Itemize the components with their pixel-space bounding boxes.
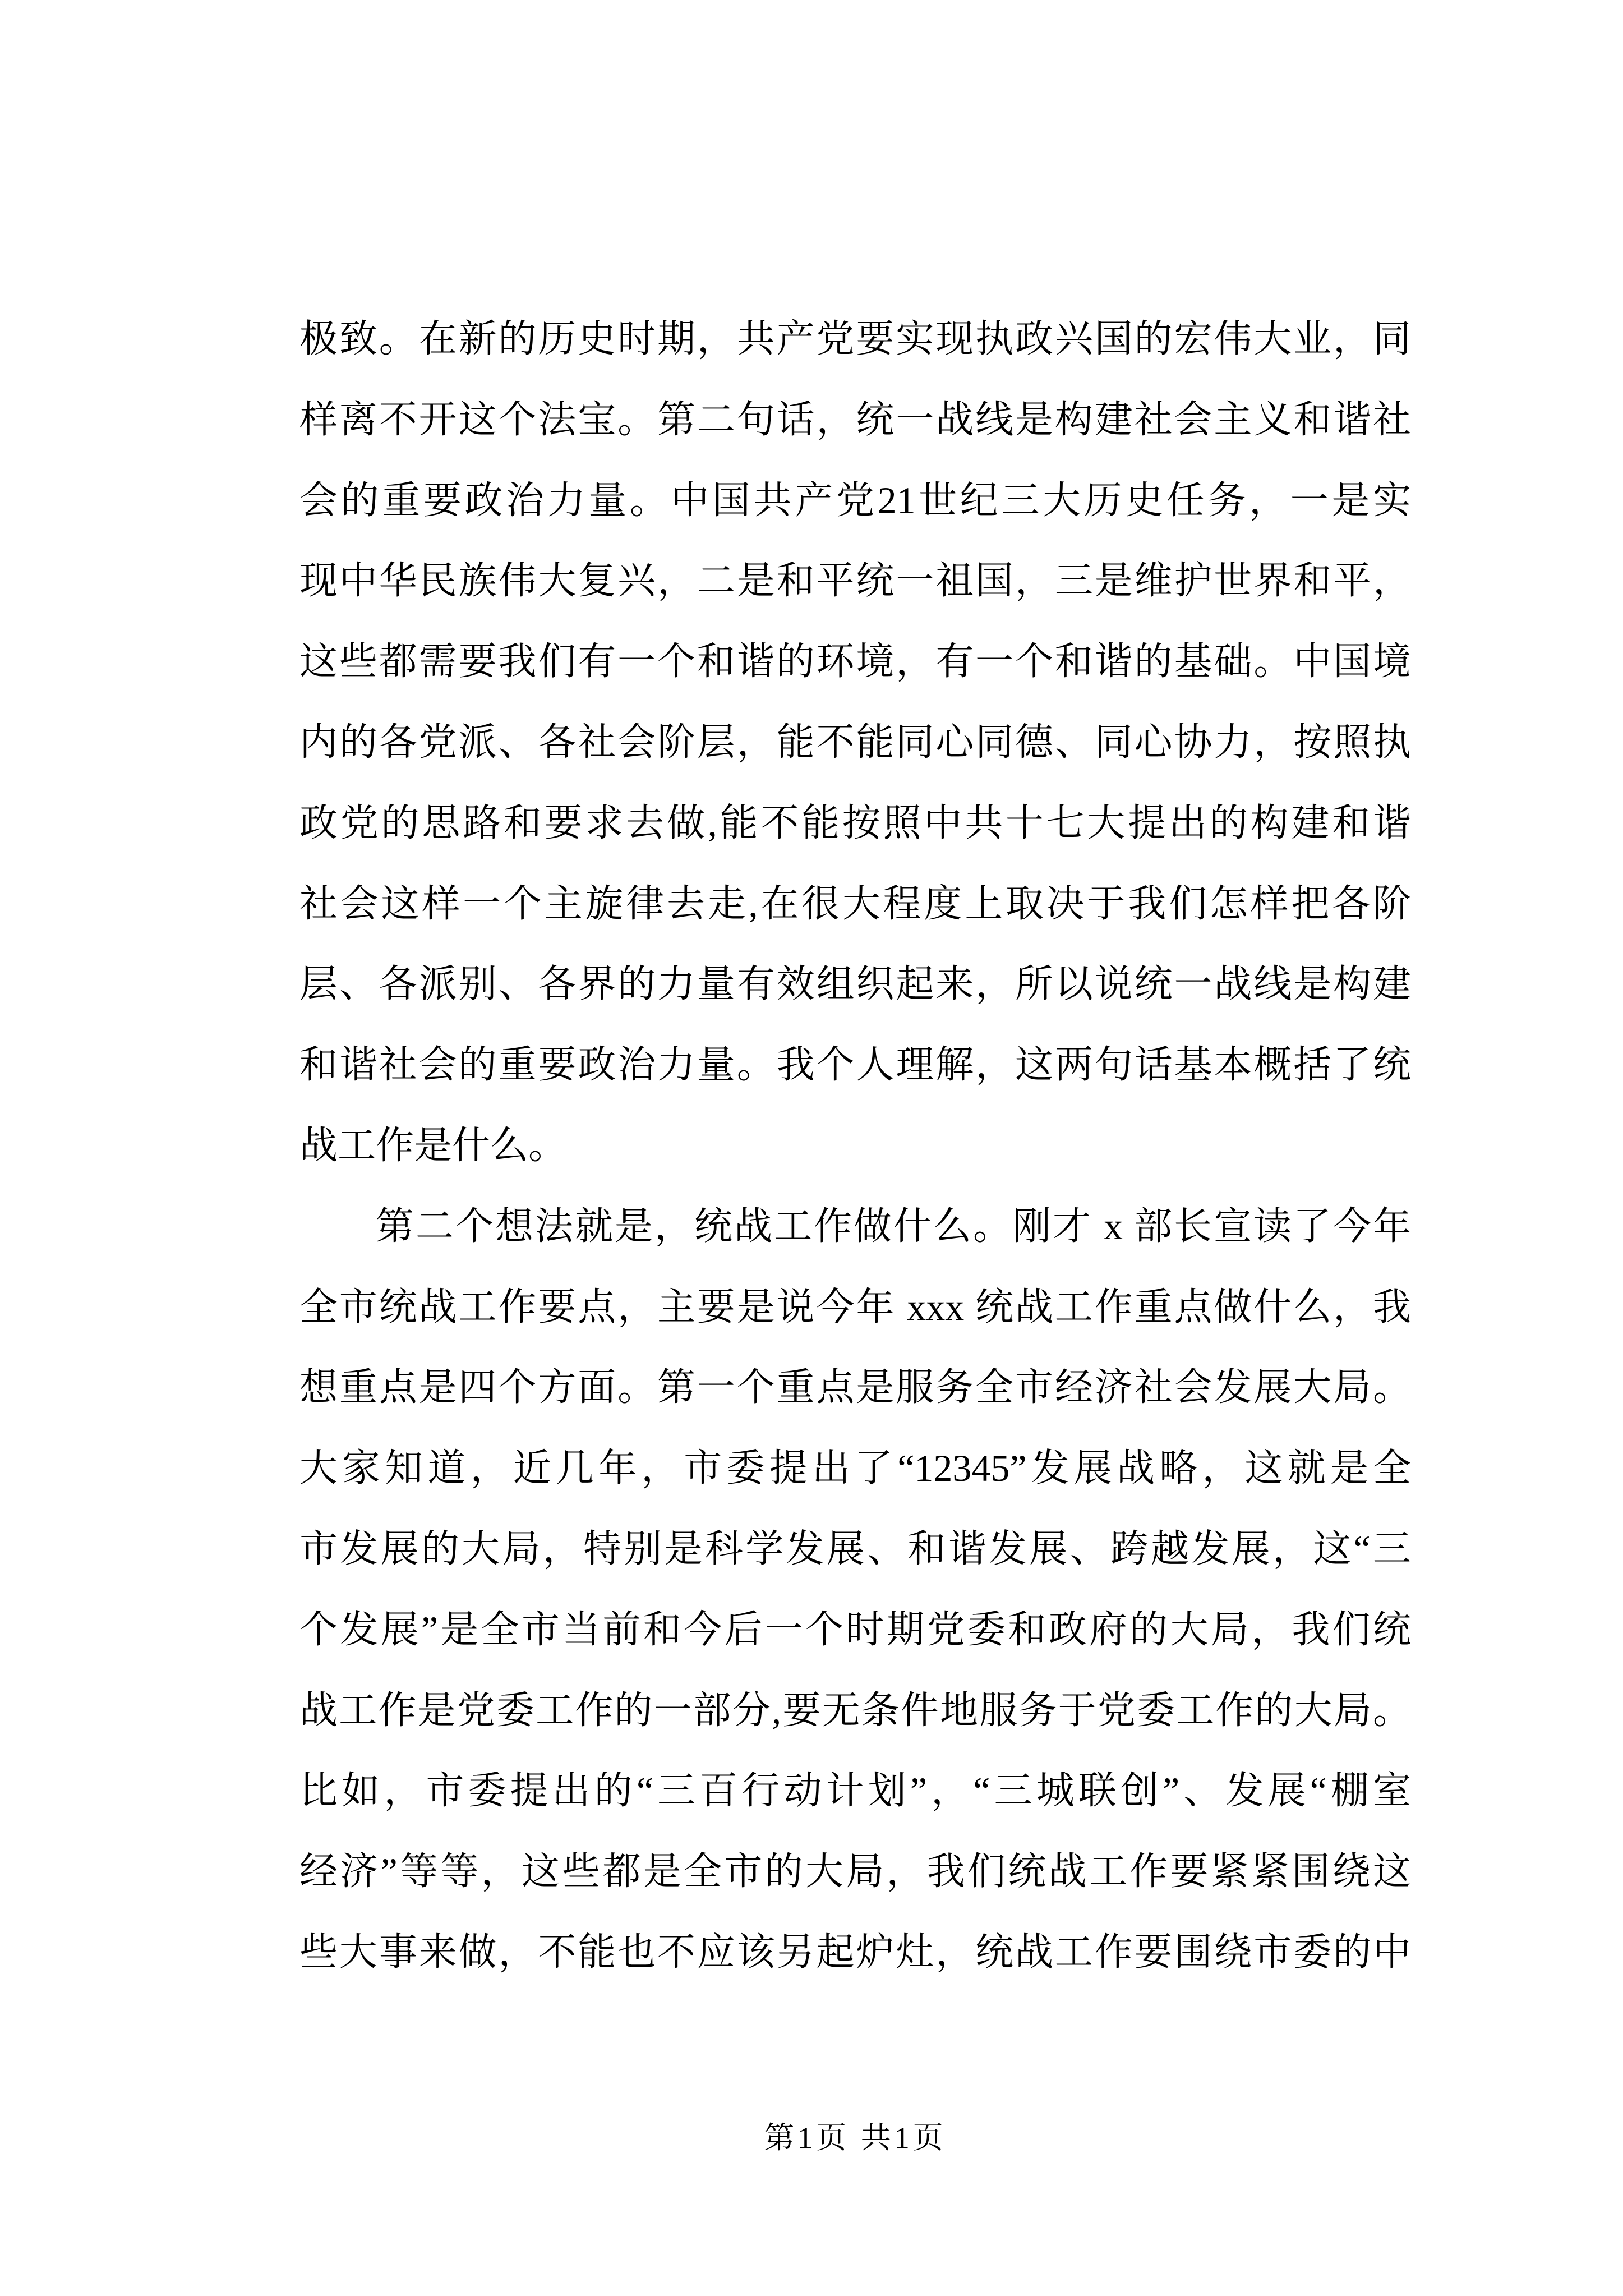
paragraph-1	[299, 299, 1411, 1186]
text-line: 市发展的大局，特别是科学发展、和谐发展、跨越发展，这“三	[299, 1527, 1411, 1570]
text-line: 样离不开这个法宝。第二句话，统一战线是构建社会主义和谐社	[299, 398, 1411, 441]
text-line: 政党的思路和要求去做,能不能按照中共十七大提出的构建和谐	[299, 801, 1411, 844]
text-line: 想重点是四个方面。第一个重点是服务全市经济社会发展大局。	[299, 1366, 1411, 1409]
text-line: 层、各派别、各界的力量有效组织起来，所以说统一战线是构建	[299, 963, 1411, 1006]
text-line: 极致。在新的历史时期，共产党要实现执政兴国的宏伟大业，同	[299, 318, 1411, 360]
text-line: 全市统战工作要点，主要是说今年 xxx 统战工作重点做什么，我	[299, 1285, 1411, 1328]
page-number-footer: 第1页 共1页	[764, 2121, 947, 2155]
text-line: 和谐社会的重要政治力量。我个人理解，这两句话基本概括了统	[299, 1043, 1411, 1087]
text-line: 战工作是什么。	[299, 1124, 567, 1167]
text-line: 会的重要政治力量。中国共产党21世纪三大历史任务，一是实	[299, 478, 1411, 522]
text-line: 些大事来做，不能也不应该另起炉灶，统战工作要围绕市委的中	[299, 1930, 1411, 1973]
text-line: 这些都需要我们有一个和谐的环境，有一个和谐的基础。中国境	[299, 640, 1411, 683]
text-line: 比如，市委提出的“三百行动计划”，“三城联创”、发展“棚室	[299, 1769, 1411, 1812]
text-line: 现中华民族伟大复兴，二是和平统一祖国，三是维护世界和平，	[299, 559, 1411, 602]
text-line: 社会这样一个主旋律去走,在很大程度上取决于我们怎样把各阶	[299, 882, 1411, 925]
text-line: 内的各党派、各社会阶层，能不能同心同德、同心协力，按照执	[299, 720, 1411, 763]
paragraph-2	[299, 1186, 1411, 1993]
text-line: 大家知道，近几年，市委提出了“12345”发展战略，这就是全	[299, 1447, 1411, 1490]
document-body	[299, 299, 1411, 1993]
text-line: 战工作是党委工作的一部分,要无条件地服务于党委工作的大局。	[299, 1688, 1411, 1732]
text-line: 第二个想法就是，统战工作做什么。刚才 x 部长宣读了今年	[376, 1204, 1411, 1248]
text-line: 经济”等等，这些都是全市的大局，我们统战工作要紧紧围绕这	[299, 1850, 1411, 1893]
text-line: 个发展”是全市当前和今后一个时期党委和政府的大局，我们统	[299, 1608, 1411, 1651]
